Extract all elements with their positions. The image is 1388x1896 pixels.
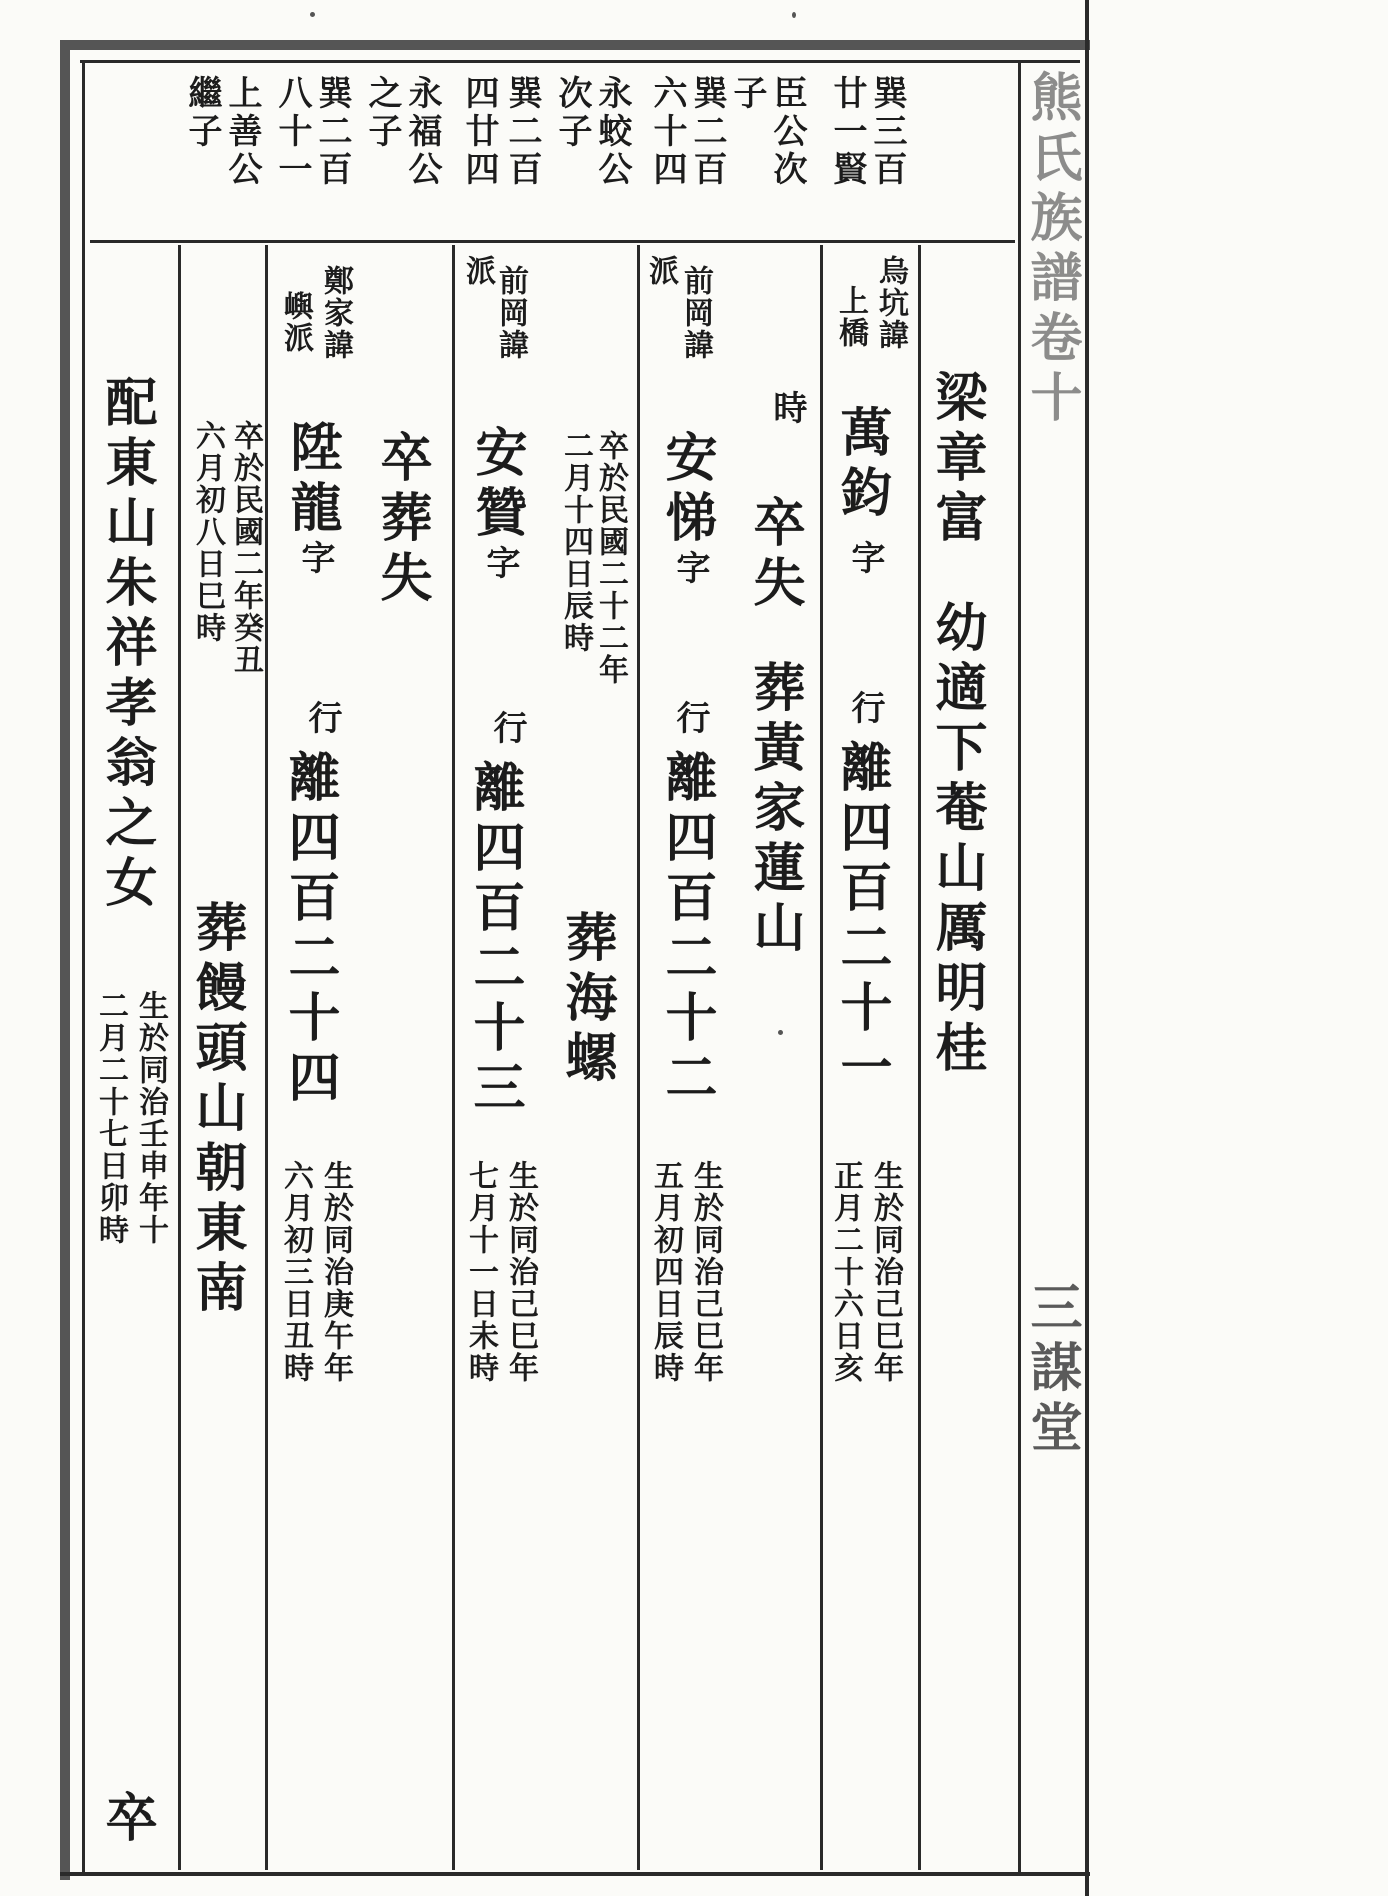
- top-entry-line: 四廿四: [459, 75, 499, 189]
- divider: [637, 245, 640, 1870]
- entry-zi: 字: [845, 540, 885, 578]
- top-entry-line: 永蛟公: [592, 75, 632, 189]
- entry-zi: 字: [670, 550, 710, 588]
- margin-hall-name: 三謀堂: [1021, 1280, 1082, 1460]
- spouse-text: 配東山朱祥孝翁之女: [96, 375, 157, 915]
- scan-speck: [778, 1030, 783, 1035]
- entry-note: 派: [643, 255, 678, 287]
- entry-death: 卒於民國二十二年: [593, 430, 628, 686]
- entry-name: 萬鈞: [831, 405, 892, 525]
- entry-note: 嶼派: [278, 290, 313, 354]
- top-entry-line: 繼子: [182, 75, 222, 151]
- entry-zi: 字: [480, 545, 520, 583]
- entry-birth: 生於同治己巳年: [688, 1160, 723, 1384]
- top-entry-line: 巽二百: [502, 75, 542, 189]
- frame-right: [1085, 0, 1089, 1896]
- entry-rank: 離四百二十三: [464, 760, 525, 1120]
- entry-note: 前岡諱: [678, 265, 713, 361]
- frame-bottom: [60, 1872, 1090, 1876]
- frame-top: [60, 40, 1090, 50]
- entry-death: 時: [767, 390, 807, 428]
- entry-birth: 生於同治己巳年: [868, 1160, 903, 1384]
- top-entry-line: 臣公次: [767, 75, 807, 189]
- scan-speck: [310, 12, 315, 17]
- entry-birth: 七月十一日未時: [463, 1160, 498, 1384]
- entry-hang: 行: [487, 710, 527, 748]
- entry-birth: 五月初四日辰時: [648, 1160, 683, 1384]
- entry-note: 烏坑諱: [873, 255, 908, 351]
- top-entry-line: 巽二百: [687, 75, 727, 189]
- entry-note: 上橋: [833, 285, 868, 349]
- divider: [452, 245, 455, 1870]
- margin-title: 熊氏族譜卷十: [1021, 70, 1082, 430]
- entry-name: 安悌: [656, 430, 717, 550]
- entry-hang: 行: [302, 700, 342, 738]
- entry-rank: 離四百二十二: [656, 750, 717, 1110]
- entry-name: 安贊: [466, 425, 527, 545]
- entry-burial: 葬黃家蓮山: [744, 660, 805, 960]
- entry-note: 派: [460, 255, 495, 287]
- entry-death: 卒失: [744, 495, 805, 615]
- frame-left: [60, 40, 70, 1880]
- top-entry-line: 永福公: [402, 75, 442, 189]
- entry-hang: 行: [670, 700, 710, 738]
- entry-burial: 葬饅頭山朝東南: [186, 900, 247, 1320]
- entry-rank: 離四百二十一: [831, 740, 892, 1100]
- entry-burial: 葬海螺: [556, 910, 617, 1090]
- spouse-text: 幼適下菴山厲明桂: [926, 600, 987, 1080]
- top-entry-line: 之子: [362, 75, 402, 151]
- entry-birth: 正月二十六日亥: [828, 1160, 863, 1384]
- entry-zi: 字: [295, 540, 335, 578]
- top-entry-line: 八十一: [272, 75, 312, 189]
- entry-death: 六月初八日巳時: [190, 420, 225, 644]
- entry-death: 卒於民國二年癸丑: [228, 420, 263, 676]
- top-entry-line: 上善公: [222, 75, 262, 189]
- spouse-birth: 生於同治壬申年十: [133, 990, 168, 1246]
- top-entry-line: 巽三百: [867, 75, 907, 189]
- top-entry-line: 次子: [552, 75, 592, 151]
- entry-death: 卒葬失: [371, 430, 432, 610]
- entry-note: 前岡諱: [493, 265, 528, 361]
- top-entry-line: 六十四: [647, 75, 687, 189]
- entry-name: 陞龍: [281, 420, 342, 540]
- entry-birth: 六月初三日丑時: [278, 1160, 313, 1384]
- divider: [918, 245, 921, 1870]
- spouse-death: 卒: [96, 1790, 157, 1850]
- top-entry-line: 子: [727, 75, 767, 113]
- spouse-text: 梁章富: [926, 370, 987, 550]
- divider: [178, 245, 181, 1870]
- spouse-birth: 二月二十七日卯時: [93, 990, 128, 1246]
- frame-left-inner: [82, 60, 85, 1875]
- scan-speck: [792, 12, 796, 18]
- entry-rank: 離四百二十四: [279, 750, 340, 1110]
- entry-birth: 生於同治己巳年: [503, 1160, 538, 1384]
- entry-note: 鄭家諱: [318, 265, 353, 361]
- top-entry-line: 廿一賢: [827, 75, 867, 189]
- entry-hang: 行: [845, 690, 885, 728]
- divider: [265, 245, 268, 1870]
- entry-birth: 生於同治庚午年: [318, 1160, 353, 1384]
- top-box-bottom: [90, 240, 1015, 243]
- divider: [820, 245, 823, 1870]
- top-entry-line: 巽二百: [312, 75, 352, 189]
- frame-top-inner: [80, 60, 1080, 63]
- entry-death: 二月十四日辰時: [558, 430, 593, 654]
